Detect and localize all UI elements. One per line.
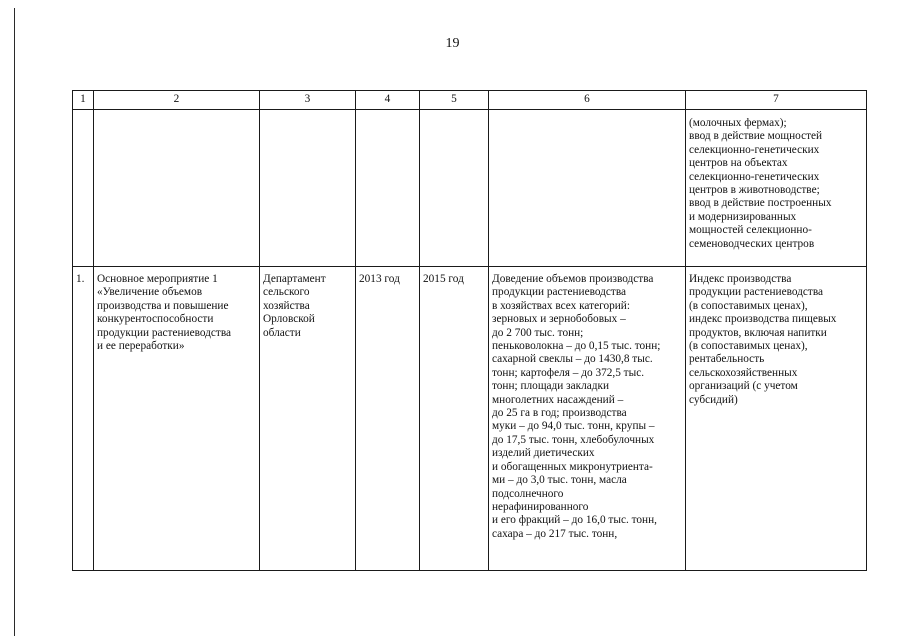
row-number-cell [73, 110, 94, 267]
indicator-cell: Индекс производства продукции растениеводства (в сопоставимых ценах), индекс производства пищевых продуктов, включая напитки (в сопоставимых ценах), рентабельность сельскохозяйственных организаций (с учетом субсидий) [686, 267, 867, 571]
header-cell: 6 [489, 91, 686, 110]
executor-cell [260, 110, 356, 267]
header-cell: 2 [94, 91, 260, 110]
end-year-cell [420, 110, 489, 267]
executor-cell: Департамент сельского хозяйства Орловской области [260, 267, 356, 571]
event-cell [94, 110, 260, 267]
table-row [73, 267, 867, 571]
program-table [72, 90, 867, 571]
page-margin-line [14, 8, 15, 636]
end-year-cell: 2015 год [420, 267, 489, 571]
start-year-cell: 2013 год [356, 267, 420, 571]
header-cell: 3 [260, 91, 356, 110]
start-year-cell [356, 110, 420, 267]
indicator-cell: (молочных фермах); ввод в действие мощностей селекционно-генетических центров на объектах селекционно-генетических центров в животноводстве; ввод в действие построенных и модернизированных мощностей селекционно- семеноводческих центров [686, 110, 867, 267]
header-cell: 1 [73, 91, 94, 110]
table-header-row [73, 91, 867, 110]
table-row [73, 110, 867, 267]
row-number-cell: 1. [73, 267, 94, 571]
header-cell: 4 [356, 91, 420, 110]
event-cell: Основное мероприятие 1 «Увеличение объемов производства и повышение конкурентоспособности продукции растениеводства и ее переработки» [94, 267, 260, 571]
header-cell: 5 [420, 91, 489, 110]
expected-result-cell: Доведение объемов производства продукции растениеводства в хозяйствах всех категорий: зерновых и зернобобовых – до 2 700 тыс. тонн; пеньковолокна – до 0,15 тыс. тонн; сахарной свеклы – до 1430,8 тыс. тонн; картофеля – до 372,5 тыс. тонн; площади закладки многолетних насаждений – до 25 га в год; производства муки – до 94,0 тыс. тонн, крупы – до 17,5 тыс. тонн, хлебобулочных изделий диетических и обогащенных микронутриента- ми – до 3,0 тыс. тонн, масла подсолнечного нерафинированного и его фракций – до 16,0 тыс. тонн, сахара – до 217 тыс. тонн, [489, 267, 686, 571]
page-number: 19 [445, 36, 460, 51]
expected-result-cell [489, 110, 686, 267]
header-cell: 7 [686, 91, 867, 110]
